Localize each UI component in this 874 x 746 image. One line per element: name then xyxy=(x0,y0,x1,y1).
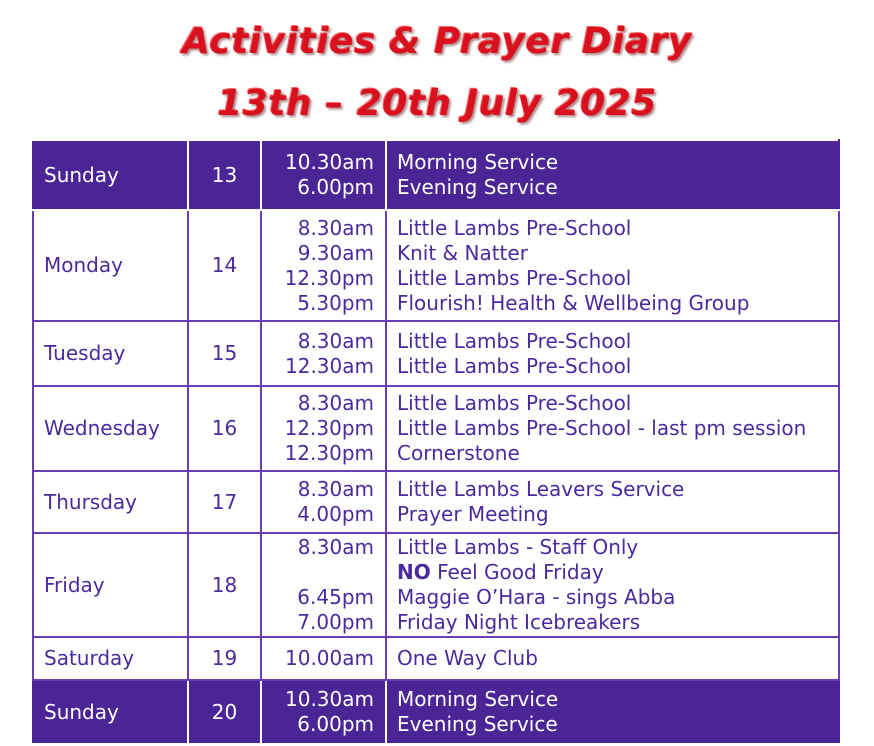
time-entry: 12.30pm xyxy=(284,265,374,290)
time-entry: 8.30am xyxy=(297,535,374,559)
table-row xyxy=(33,471,839,533)
times-cell xyxy=(261,471,386,533)
time-entry: 8.30am xyxy=(297,215,374,240)
activity-entry: Evening Service xyxy=(397,175,558,199)
no-emphasis: NO xyxy=(397,560,431,584)
activity-entry: Prayer Meeting xyxy=(397,502,549,526)
activities-cell xyxy=(386,680,839,744)
times-cell xyxy=(261,533,386,637)
activity-entry: One Way Club xyxy=(397,646,538,670)
activity-entry: Little Lambs Pre-School xyxy=(397,391,632,415)
day-cell: Monday xyxy=(33,210,188,321)
activity-entry: Little Lambs Pre-School - last pm session xyxy=(397,416,807,440)
table-row xyxy=(33,680,839,744)
time-entry: 9.30am xyxy=(297,240,374,265)
date-cell: 17 xyxy=(188,471,261,533)
time-entry: 8.30am xyxy=(297,391,374,415)
times-cell xyxy=(261,637,386,680)
activity-entry: Cornerstone xyxy=(397,441,520,465)
time-entry: 5.30pm xyxy=(297,290,374,315)
time-gap xyxy=(262,560,374,585)
activity-entry: Little Lambs Pre-School xyxy=(397,328,632,353)
table-row xyxy=(33,140,839,210)
activities-cell xyxy=(386,637,839,680)
day-cell: Saturday xyxy=(33,637,188,680)
activity-entry: Little Lambs Pre-School xyxy=(397,353,632,378)
date-cell: 13 xyxy=(188,140,261,210)
table-row xyxy=(33,321,839,386)
diary-table xyxy=(32,139,840,745)
activity-entry: Little Lambs Leavers Service xyxy=(397,477,685,501)
time-entry: 10.30am xyxy=(285,687,374,711)
table-row xyxy=(33,637,839,680)
activity-entry: Morning Service xyxy=(397,687,559,711)
time-entry: 8.30am xyxy=(297,477,374,501)
date-cell: 20 xyxy=(188,680,261,744)
time-entry: 10.30am xyxy=(285,150,374,174)
time-entry: 6.45pm xyxy=(297,585,374,609)
activity-entry: Knit & Natter xyxy=(397,240,528,265)
day-cell: Thursday xyxy=(33,471,188,533)
times-cell xyxy=(261,210,386,321)
activity-entry: Morning Service xyxy=(397,150,559,174)
activities-cell xyxy=(386,321,839,386)
activity-entry: Little Lambs - Staff Only xyxy=(397,535,639,559)
day-cell: Sunday xyxy=(33,680,188,744)
times-cell xyxy=(261,321,386,386)
day-cell: Tuesday xyxy=(33,321,188,386)
activity-entry: Little Lambs Pre-School xyxy=(397,265,632,290)
activity-entry-text: Feel Good Friday xyxy=(437,560,604,584)
time-entry: 6.00pm xyxy=(297,175,374,199)
date-cell: 14 xyxy=(188,210,261,321)
time-entry: 7.00pm xyxy=(297,610,374,634)
activities-cell xyxy=(386,140,839,210)
activity-entry: Evening Service xyxy=(397,712,558,736)
time-entry: 10.00am xyxy=(285,646,374,670)
time-entry: 12.30pm xyxy=(284,441,374,465)
time-entry: 6.00pm xyxy=(297,712,374,736)
times-cell xyxy=(261,140,386,210)
date-cell: 19 xyxy=(188,637,261,680)
activity-entry: Flourish! Health & Wellbeing Group xyxy=(397,290,750,315)
activities-cell xyxy=(386,386,839,471)
time-entry: 4.00pm xyxy=(297,502,374,526)
activity-entry-cancelled xyxy=(397,560,838,585)
title-date-range: 13th – 20th July 2025 xyxy=(217,83,657,124)
time-entry: 8.30am xyxy=(297,328,374,353)
time-entry: 12.30pm xyxy=(284,416,374,440)
date-cell: 15 xyxy=(188,321,261,386)
times-cell xyxy=(261,386,386,471)
table-row xyxy=(33,210,839,321)
times-cell xyxy=(261,680,386,744)
activities-cell xyxy=(386,533,839,637)
day-cell: Sunday xyxy=(33,140,188,210)
day-cell: Wednesday xyxy=(33,386,188,471)
title-heading: Activities & Prayer Diary xyxy=(182,21,692,62)
activity-entry: Little Lambs Pre-School xyxy=(397,215,632,240)
activities-cell xyxy=(386,210,839,321)
activities-cell xyxy=(386,471,839,533)
day-cell: Friday xyxy=(33,533,188,637)
date-cell: 16 xyxy=(188,386,261,471)
date-cell: 18 xyxy=(188,533,261,637)
table-row xyxy=(33,533,839,637)
table-row xyxy=(33,386,839,471)
time-entry: 12.30am xyxy=(285,353,374,378)
activity-entry: Maggie O’Hara - sings Abba xyxy=(397,585,676,609)
activity-entry: Friday Night Icebreakers xyxy=(397,610,641,634)
